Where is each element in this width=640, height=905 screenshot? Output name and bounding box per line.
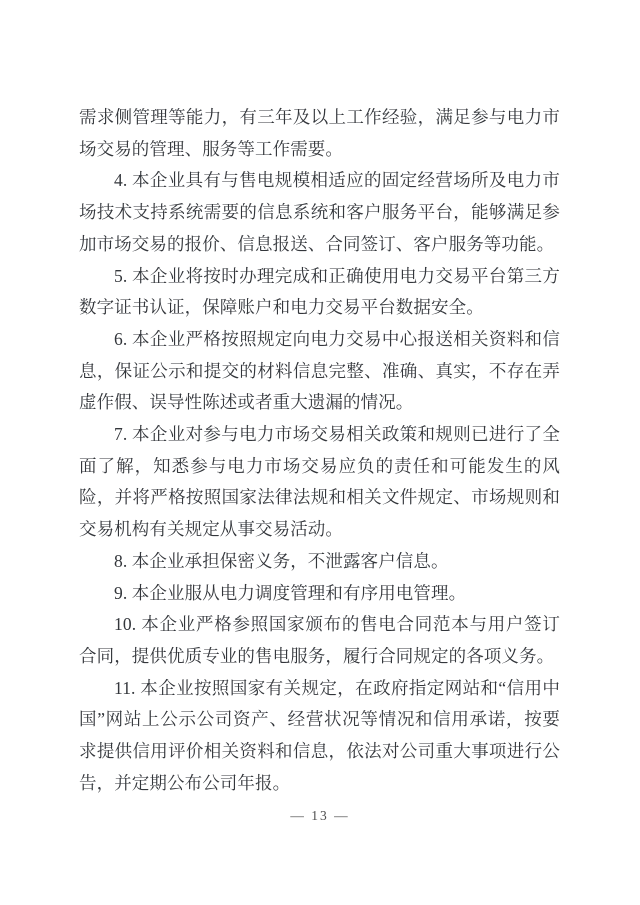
paragraph-item-9: 9. 本企业服从电力调度管理和有序用电管理。 xyxy=(114,582,467,603)
paragraph-item-10: 10. 本企业严格参照国家颁布的售电合同范本与用户签订合同，提供优质专业的售电服务，履行合同规定的各项义务。 xyxy=(79,614,560,666)
paragraph-item-8: 8. 本企业承担保密义务，不泄露客户信息。 xyxy=(114,550,449,571)
paragraph-item-7: 7. 本企业对参与电力市场交易相关政策和规则已进行了全面了解，知悉参与电力市场交易应负的责任和可能发生的风险，并将严格按照国家法律法规和相关文件规定、市场规则和交易机构有关规定从事交易活动。 xyxy=(79,424,560,540)
paragraph-item-11: 11. 本企业按照国家有关规定，在政府指定网站和“信用中国”网站上公示公司资产、经营状况等情况和信用承诺，按要求提供信用评价相关资料和信息，依法对公司重大事项进行公告，并定期公布公司年报。 xyxy=(79,677,560,793)
paragraph-continuation: 需求侧管理等能力，有三年及以上工作经验，满足参与电力市场交易的管理、服务等工作需要。 xyxy=(79,107,560,159)
paragraph-item-5: 5. 本企业将按时办理完成和正确使用电力交易平台第三方数字证书认证，保障账户和电力交易平台数据安全。 xyxy=(79,265,560,318)
paragraph-item-4: 4. 本企业具有与售电规模相适应的固定经营场所及电力市场技术支持系统需要的信息系统和客户服务平台，能够满足参加市场交易的报价、信息报送、合同签订、客户服务等功能。 xyxy=(79,170,560,254)
page-number: — 13 — xyxy=(290,808,350,823)
paragraph-item-6: 6. 本企业严格按照规定向电力交易中心报送相关资料和信息，保证公示和提交的材料信息完整、准确、真实，不存在弄虚作假、误导性陈述或者重大遗漏的情况。 xyxy=(79,328,560,413)
document-body xyxy=(79,102,560,799)
